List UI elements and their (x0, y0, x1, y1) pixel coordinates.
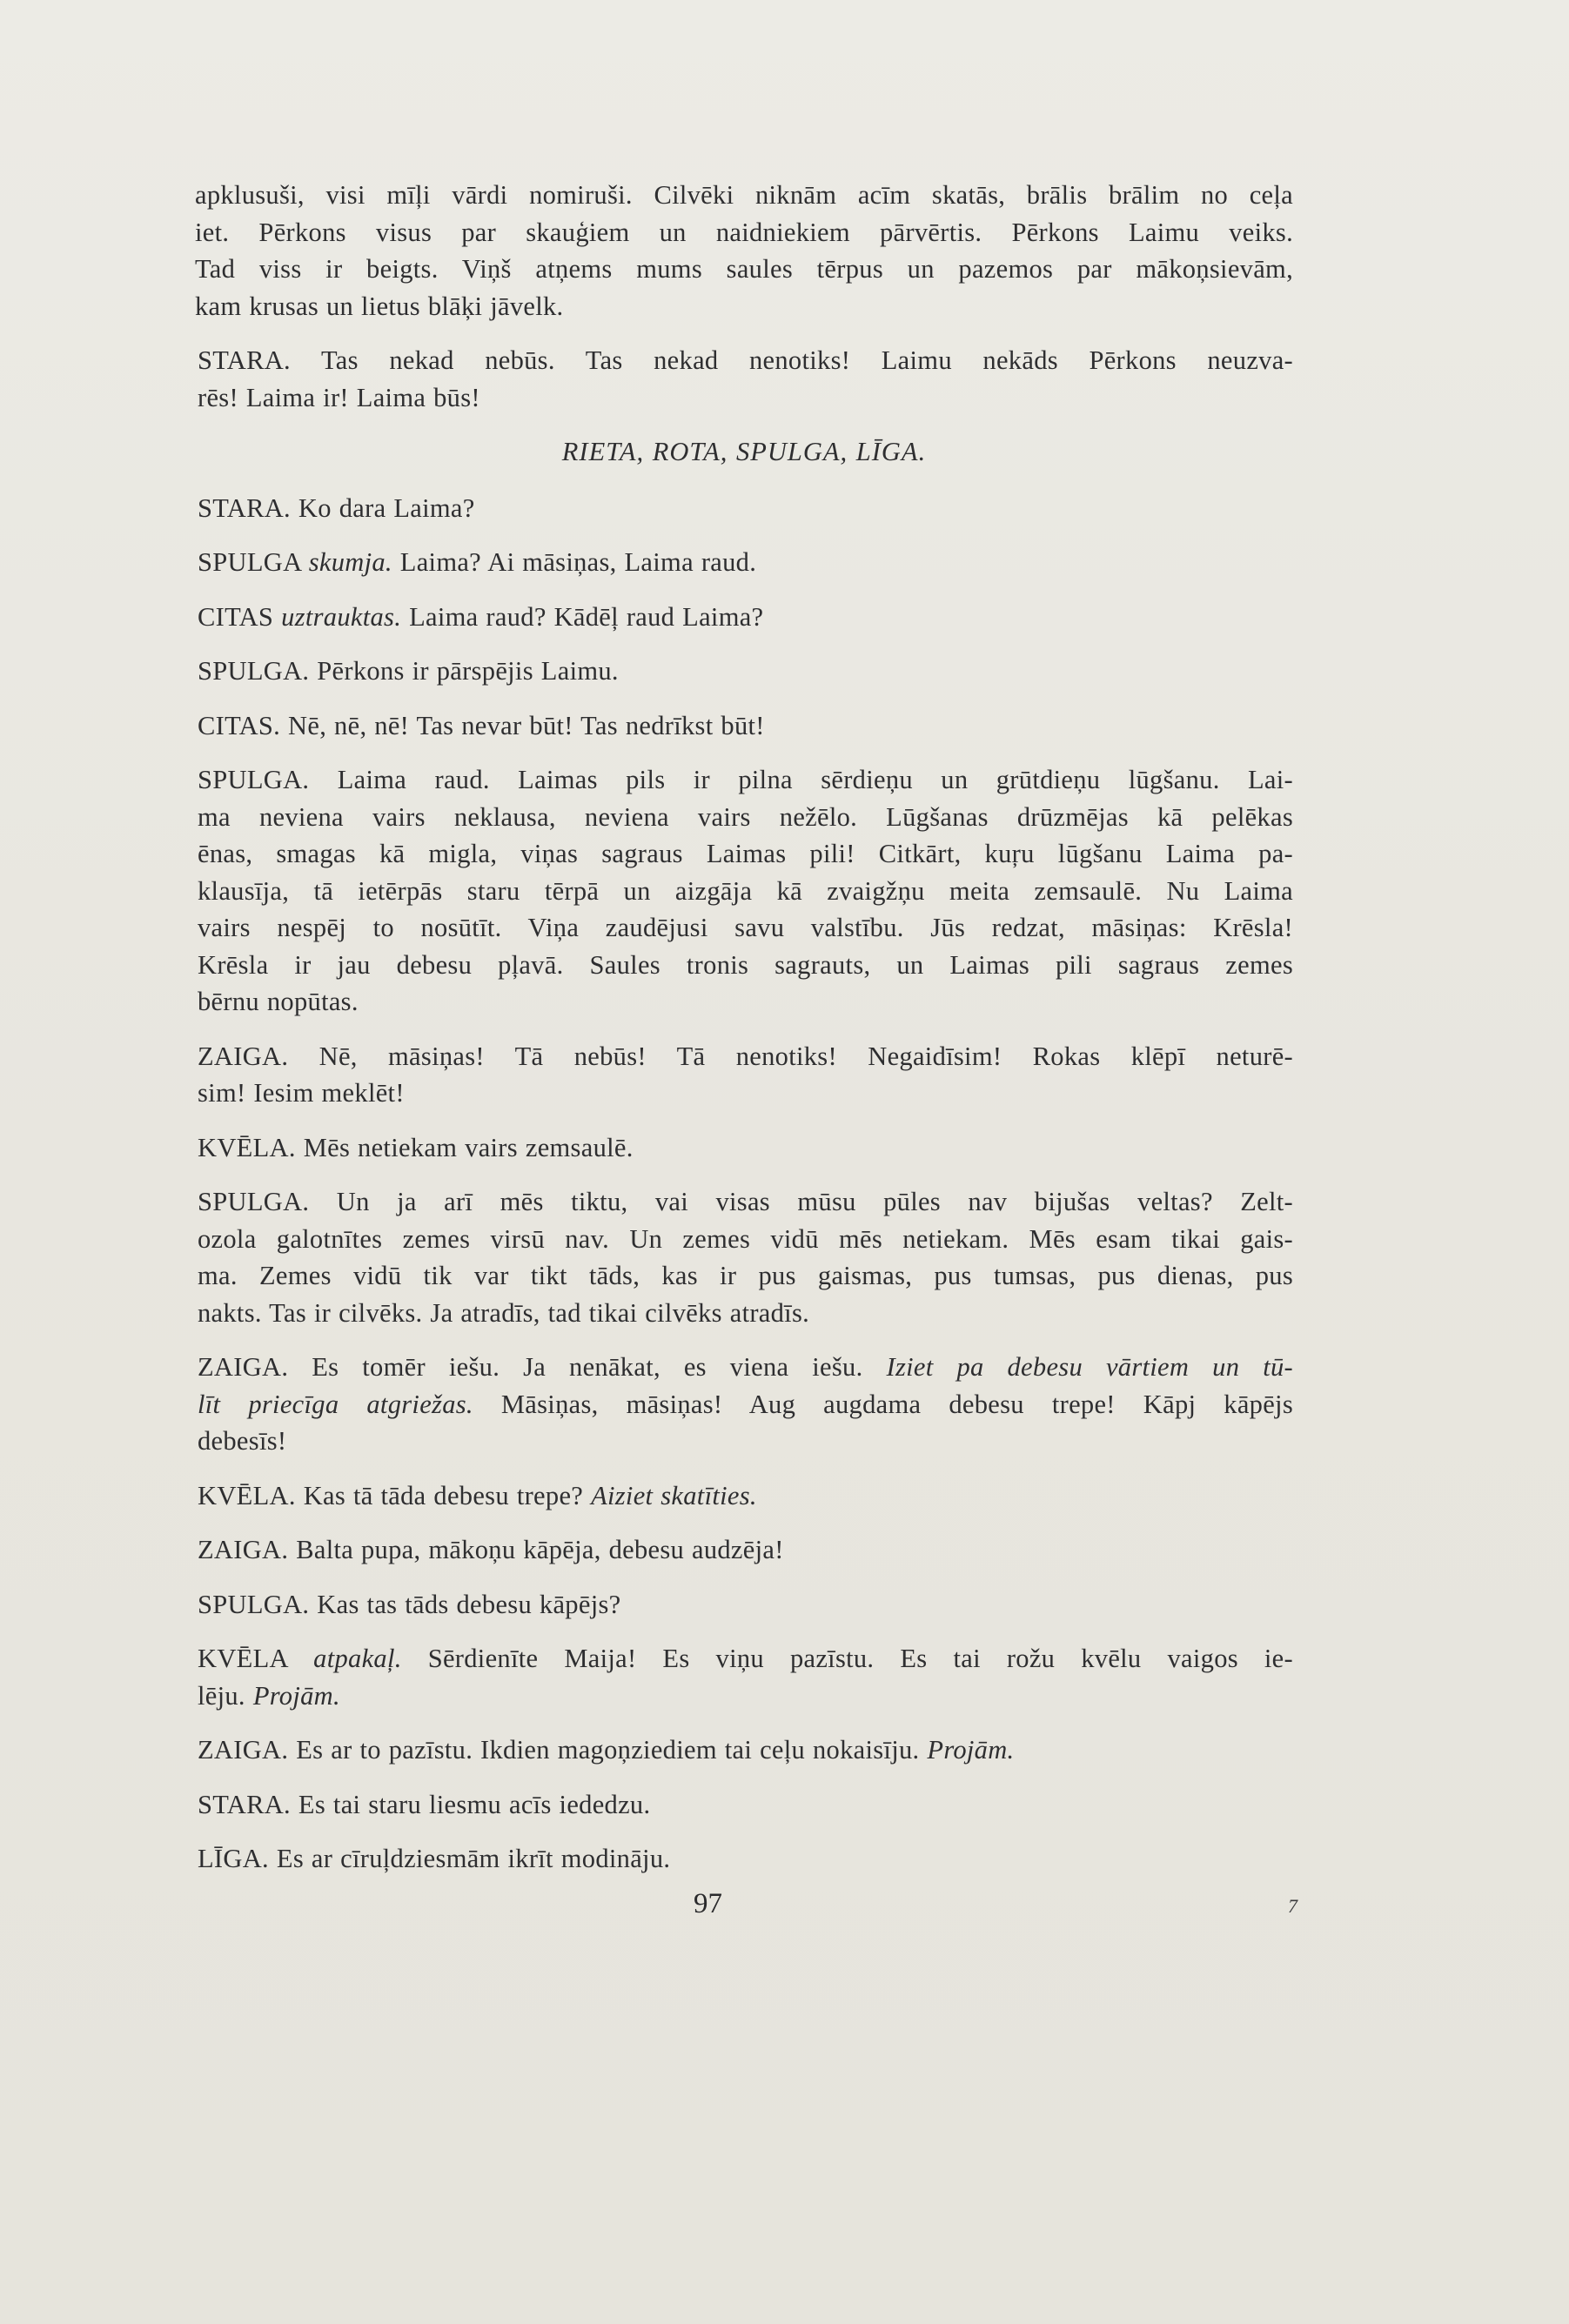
dialog-text: Ko dara Laima? (298, 492, 475, 523)
dialog-text: Laima raud? Kādēļ raud Laima? (409, 601, 764, 632)
text-segment: Māsiņas, māsiņas! Aug augdama debesu trepe! Kāpj kāpējs (500, 1389, 1293, 1419)
dialog-line (195, 1586, 1293, 1624)
dialog-text: Pērkons ir pārspējis Laimu. (317, 656, 619, 686)
text-segment: lēju. (198, 1680, 245, 1711)
text-segment: Sērdienīte Maija! Es viņu pazīstu. Es tai rožu kvēlu vaigos ie- (427, 1644, 1293, 1673)
paragraph-kvela-1 (195, 1129, 1293, 1167)
text-line: vairs nespēj to nosūtīt. Viņa zaudējusi savu valstību. Jūs redzat, māsiņas: Krēsla! (198, 913, 1293, 942)
dialog-line (195, 1731, 1293, 1769)
text-line (195, 1349, 1293, 1386)
text-line: ZAIGA. Nē, māsiņas! Tā nebūs! Tā nenotiks! Negaidīsim! Rokas klēpī neturē- (198, 1041, 1293, 1071)
dialog-line (195, 599, 1293, 636)
text-line: nakts. Tas ir cilvēks. Ja atradīs, tad tikai cilvēks atradīs. (198, 1297, 810, 1328)
dialog-text: ZAIGA. Es ar to pazīstu. Ikdien magoņziediem tai ceļu nokaisīju. (198, 1735, 920, 1765)
paragraph-stara-1 (195, 342, 1293, 416)
speaker-name: KVĒLA (198, 1644, 288, 1673)
stage-direction: RIETA, ROTA, SPULGA, LĪGA. (561, 437, 927, 466)
text-line: debesīs! (198, 1426, 287, 1456)
dialog-text: LĪGA. Es ar cīruļdziesmām ikrīt modināju. (198, 1844, 671, 1873)
speaker-name: SPULGA. (198, 656, 310, 686)
paragraph-zaiga-2 (195, 1349, 1293, 1460)
text-line: kam krusas un lietus blāķi jāvelk. (195, 291, 564, 321)
stage-note: uztrauktas. (281, 601, 402, 632)
text-segment: ZAIGA. Es tomēr iešu. Ja nenākat, es viena iešu. (198, 1352, 863, 1382)
text-line: ma. Zemes vidū tik var tikt tāds, kas ir pus gaismas, pus tumsas, pus dienas, pus (198, 1261, 1293, 1290)
paragraph-kvela-2 (195, 1640, 1293, 1714)
text-line (195, 1678, 1293, 1715)
stage-note: Projām. (252, 1680, 340, 1711)
text-line: ēnas, smagas kā migla, viņas sagraus Laimas pili! Citkārt, kuŗu lūgšanu Laima pa- (198, 839, 1293, 868)
dialog-line (195, 1786, 1293, 1824)
dialog-text: Nē, nē, nē! Tas nevar būt! Tas nedrīkst būt! (288, 710, 765, 740)
dialog-line (195, 1840, 1293, 1878)
text-line: apklusuši, visi mīļi vārdi nomiruši. Cilvēki niknām acīm skatās, brālis brālim no ceļa (195, 180, 1293, 210)
dialog-line (195, 653, 1293, 690)
signature-mark: 7 (1288, 1895, 1297, 1917)
text-line: klausīja, tā ietērpās staru tērpā un aizgāja kā zvaigžņu meita zemsaulē. Nu Laima (198, 875, 1293, 906)
dialog-text: ZAIGA. Balta pupa, mākoņu kāpēja, debesu audzēja! (198, 1535, 784, 1564)
text-line: sim! Iesim meklēt! (198, 1078, 405, 1108)
speaker-name: CITAS (198, 601, 274, 632)
dialog-text: KVĒLA. Kas tā tāda debesu trepe? (198, 1480, 584, 1510)
dialog-line (195, 544, 1293, 581)
text-line: ozola galotnītes zemes virsū nav. Un zemes vidū mēs netiekam. Mēs esam tikai gais- (198, 1223, 1293, 1254)
dialog-line (195, 1477, 1293, 1515)
paragraph-spulga-2 (195, 1183, 1293, 1331)
text-line: ma neviena vairs neklausa, neviena vairs nežēlo. Lūgšanas drūzmējas kā pelēkas (198, 801, 1293, 832)
text-block (195, 177, 1293, 1895)
text-line: SPULGA. Un ja arī mēs tiktu, vai visas mūsu pūles nav bijušas veltas? Zelt- (198, 1187, 1293, 1216)
dialog-line (195, 1531, 1293, 1569)
text-line (195, 1640, 1293, 1678)
stage-note: atpakaļ. (313, 1644, 402, 1673)
stage-note: Aiziet skatīties. (591, 1480, 757, 1510)
dialog-text: Laima? Ai māsiņas, Laima raud. (399, 547, 757, 577)
stage-note: Projām. (927, 1735, 1015, 1765)
dialog-line (195, 707, 1293, 745)
text-line: KVĒLA. Mēs netiekam vairs zemsaulē. (198, 1132, 634, 1162)
text-line: rēs! Laima ir! Laima būs! (198, 382, 480, 412)
paragraph-opening (195, 177, 1293, 325)
paragraph-spulga-long (195, 761, 1293, 1021)
speaker-name: STARA. (198, 492, 291, 523)
dialog-text: STARA. Es tai staru liesmu acīs iededzu. (198, 1789, 651, 1819)
text-line: iet. Pērkons visus par skauģiem un naidniekiem pārvērtis. Pērkons Laimu veiks. (195, 217, 1293, 247)
speaker-name: SPULGA (198, 547, 301, 577)
text-line: STARA. Tas nekad nebūs. Tas nekad nenotiks! Laimu nekāds Pērkons neuzva- (198, 345, 1293, 375)
text-line (195, 1386, 1293, 1423)
page-footer (0, 1888, 1569, 1932)
text-line: Tad viss ir beigts. Viņš atņems mums saules tērpus un pazemos par mākoņsievām, (195, 254, 1293, 284)
text-line: Krēsla ir jau debesu pļavā. Saules tronis sagrauts, un Laimas pili sagraus zemes (198, 949, 1293, 980)
dialog-text: SPULGA. Kas tas tāds debesu kāpējs? (198, 1589, 621, 1619)
stage-note: līt priecīga atgriežas. (198, 1389, 473, 1419)
stage-note: Iziet pa debesu vārtiem un tū- (886, 1352, 1293, 1382)
speaker-name: CITAS. (198, 710, 281, 740)
page-number: 97 (694, 1888, 722, 1919)
paragraph-zaiga-1 (195, 1038, 1293, 1112)
text-line: SPULGA. Laima raud. Laimas pils ir pilna sērdieņu un grūtdieņu lūgšanu. Lai- (198, 765, 1293, 794)
dialog-line (195, 490, 1293, 527)
text-line: bērnu nopūtas. (198, 987, 359, 1016)
stage-note: skumja. (308, 547, 392, 577)
